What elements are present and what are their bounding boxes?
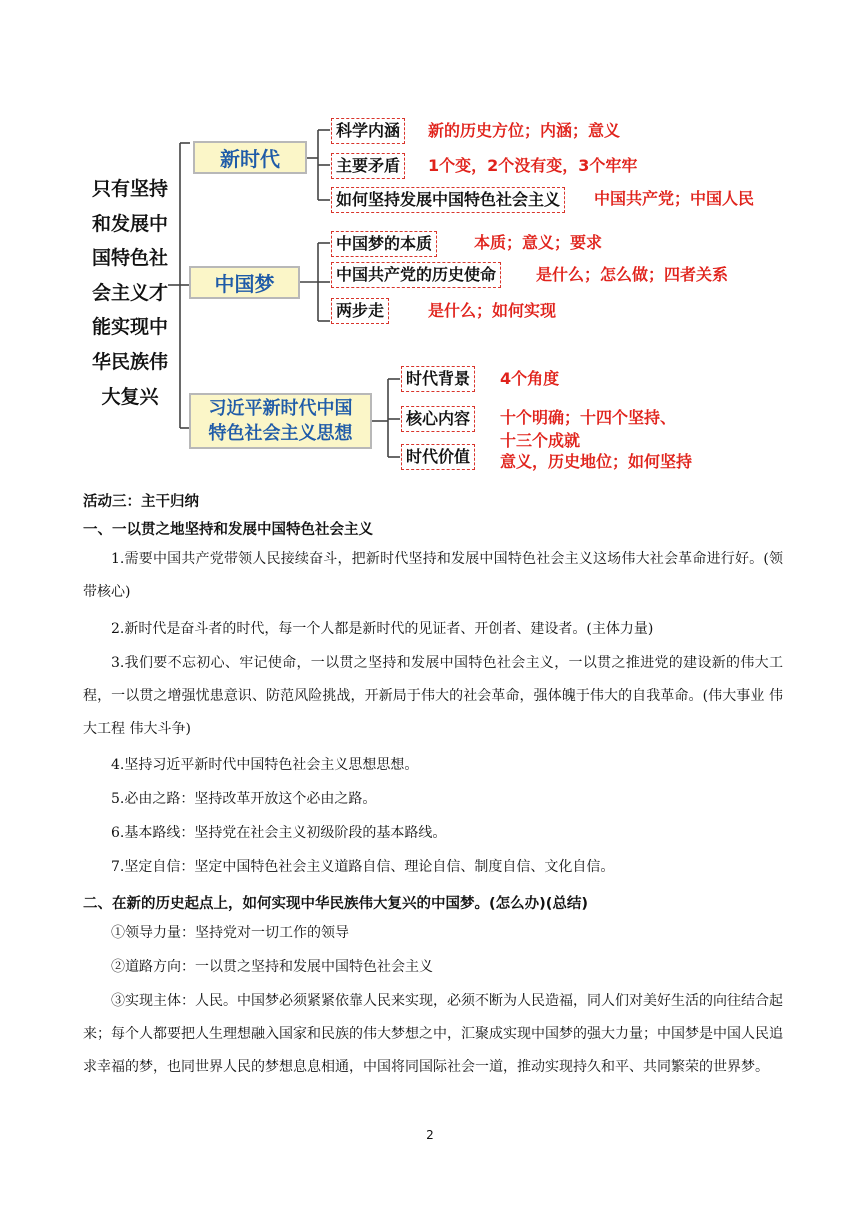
- sub-note: 意义，历史地位；如何坚持: [500, 452, 693, 471]
- page-number: 2: [426, 1128, 434, 1142]
- sub-item: 时代背景: [401, 366, 475, 392]
- paragraph: 3.我们要不忘初心、牢记使命，一以贯之坚持和发展中国特色社会主义，一以贯之推进党的建设新的伟大工程，一以贯之增强忧患意识、防范风险挑战，开新局于伟大的社会革命，强体魄于伟大的自我革命。(伟大事业 伟大工程 伟大斗争): [83, 655, 783, 737]
- sub-note: 本质；意义；要求: [474, 233, 603, 252]
- paragraph: 2.新时代是奋斗者的时代，每一个人都是新时代的见证者、开创者、建设者。(主体力量): [111, 621, 654, 637]
- sub-note: 4个角度: [500, 369, 560, 388]
- paragraph: 6.基本路线：坚持党在社会主义初级阶段的基本路线。: [111, 825, 447, 841]
- paragraph: ③实现主体：人民。中国梦必须紧紧依靠人民来实现，必须不断为人民造福，同人们对美好生活的向往结合起来；每个人都要把人生理想融入国家和民族的伟大梦想之中，汇聚成实现中国梦的强大力量；中国梦是中国人民追求幸福的梦，也同世界人民的梦想息息相通，中国将同国际社会一道，推动实现持久和平、共同繁荣的世界梦。: [83, 993, 783, 1075]
- paragraph: ②道路方向：一以贯之坚持和发展中国特色社会主义: [111, 959, 433, 975]
- root-line: 只有坚持: [91, 178, 168, 200]
- sub-item: 核心内容: [401, 406, 475, 432]
- section1-title: 一、一以贯之地坚持和发展中国特色社会主义: [83, 522, 373, 538]
- branch-label-line: 习近平新时代中国: [208, 398, 353, 419]
- root-line: 华民族伟: [91, 350, 168, 373]
- sub-note: 新的历史方位；内涵；意义: [428, 121, 621, 140]
- branch-label: 新时代: [220, 147, 280, 171]
- sub-note: 1个变，2个没有变，3个牢牢: [428, 156, 638, 175]
- branch-xi-thought: [189, 393, 372, 449]
- section2-title: 二、在新的历史起点上，如何实现中华民族伟大复兴的中国梦。(怎么办)(总结): [83, 896, 589, 912]
- paragraph: 7.坚定自信：坚定中国特色社会主义道路自信、理论自信、制度自信、文化自信。: [111, 859, 615, 875]
- paragraph: 4.坚持习近平新时代中国特色社会主义思想思想。: [111, 757, 419, 773]
- sub-note: 是什么；如何实现: [428, 301, 557, 320]
- root-line: 会主义才: [91, 281, 168, 304]
- branch-label-line: 特色社会主义思想: [208, 423, 353, 444]
- sub-item: 科学内涵: [331, 118, 405, 144]
- branch-new-era: [193, 141, 307, 174]
- root-line: 大复兴: [101, 385, 159, 408]
- root-line: 和发展中: [91, 212, 168, 235]
- root-line: 国特色社: [91, 247, 168, 270]
- paragraph: 5.必由之路：坚持改革开放这个必由之路。: [111, 791, 377, 807]
- activity-title: 活动三：主干归纳: [83, 494, 199, 510]
- paragraph: 1.需要中国共产党带领人民接续奋斗，把新时代坚持和发展中国特色社会主义这场伟大社会革命进行好。(领带核心): [83, 551, 783, 600]
- paragraph: ①领导力量：坚持党对一切工作的领导: [111, 925, 349, 941]
- sub-item: 中国梦的本质: [331, 231, 437, 257]
- sub-item: 时代价值: [401, 444, 475, 470]
- sub-item: 如何坚持发展中国特色社会主义: [331, 187, 565, 213]
- sub-note: 十个明确；十四个坚持、 十三个成就: [500, 408, 677, 450]
- sub-item: 两步走: [331, 298, 389, 324]
- branch-label: 中国梦: [214, 272, 275, 296]
- root-line: 能实现中: [91, 316, 168, 339]
- branch-china-dream: [189, 266, 300, 299]
- diagram-root-text: [82, 172, 178, 414]
- sub-note: 中国共产党；中国人民: [594, 189, 755, 208]
- sub-item: 主要矛盾: [331, 153, 405, 179]
- sub-note: 是什么；怎么做；四者关系: [536, 265, 729, 284]
- sub-item: 中国共产党的历史使命: [331, 262, 501, 288]
